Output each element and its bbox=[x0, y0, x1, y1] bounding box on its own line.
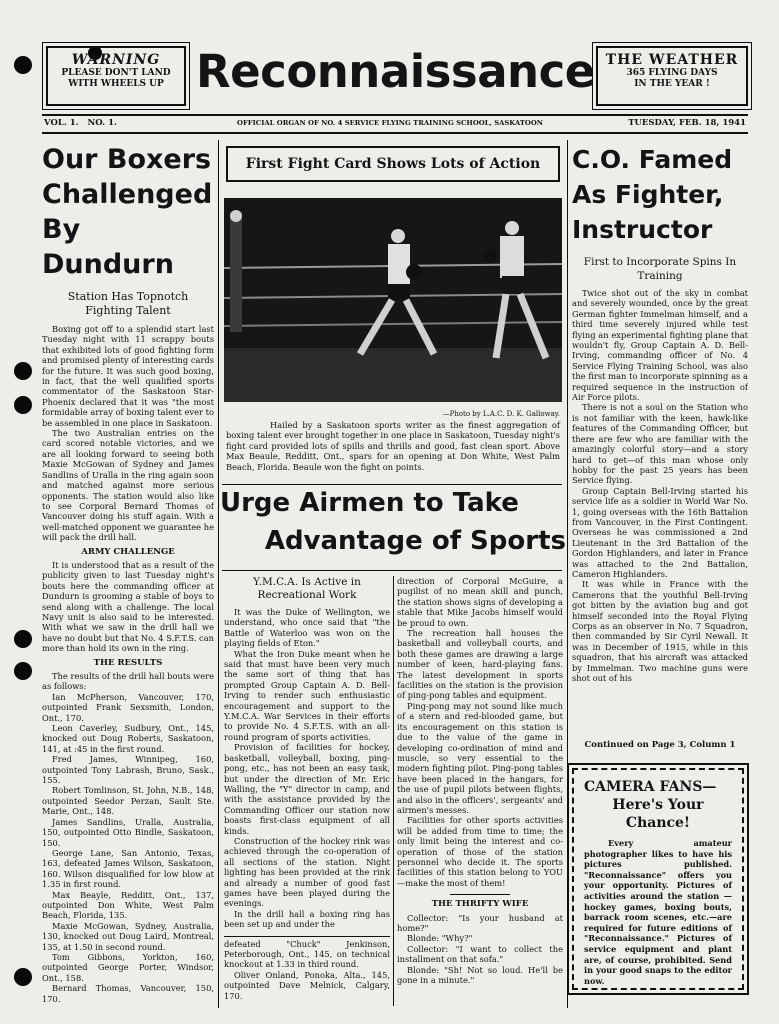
joke-line: Collector: "I want to collect the installment on that sofa." bbox=[397, 943, 563, 965]
paragraph: What the Iron Duke meant when he said that must have been very much the same sort of thing that has prompted Group Captain A. D. Bell-Irving to render such enthusiastic encouragement and support to the Y.M.C.A. War Services in their efforts to provide No. 4 S.F.T.S. with an all-round program of sports activities. bbox=[224, 648, 390, 742]
section-head: THE RESULTS bbox=[93, 657, 163, 668]
result-item: Ian McPherson, Vancouver, 170, outpointed Frank Sexsmith, London, Ont., 170. bbox=[42, 691, 214, 723]
weather-ear bbox=[596, 46, 748, 106]
result-item: Leon Caverley, Sudbury, Ont., 145, knocked out Doug Roberts, Saskatoon, 141, at :45 in the first round. bbox=[42, 723, 214, 754]
result-item: Maxie McGowan, Sydney, Australia, 130, knocked out Doug Laird, Montreal, 135, at 1.50 in second round. bbox=[42, 920, 214, 952]
official-organ-line: OFFICIAL ORGAN OF NO. 4 SERVICE FLYING TRAINING SCHOOL, SASKATOON bbox=[237, 119, 543, 127]
left-body bbox=[42, 324, 214, 1004]
camera-fans-title2: Here's Your Chance! bbox=[612, 797, 704, 831]
right-body bbox=[572, 288, 748, 683]
binder-hole bbox=[14, 968, 32, 986]
paragraph: Group Captain Bell-Irving started his service life as a soldier in World War No. 1, going overseas with the 16th Battalion from Vancouver, in the First Contingent. Overseas he was commissioned a 2nd Lieutenant in the 3rd Battalion of the Gordon Highlanders, and later in France was attached to the 2nd Battalion, Cameron Highlanders. bbox=[572, 485, 748, 579]
headline-rule bbox=[222, 484, 562, 485]
result-item: Max Beayle, Redditt, Ont., 137, outpointed Don White, West Palm Beach, Florida, 135. bbox=[42, 889, 214, 921]
left-subhead: Station Has Topnotch Fighting Talent bbox=[67, 290, 189, 317]
result-item: Fred James, Winnipeg, 160, outpointed Tony Labrash, Bruno, Sask., 155. bbox=[42, 754, 214, 786]
binder-hole bbox=[14, 56, 32, 74]
masthead-rule-top bbox=[42, 114, 748, 116]
thrifty-wife-head: THE THRIFTY WIFE bbox=[431, 899, 529, 910]
paragraph: direction of Corporal McGuire, a pugilist of no mean skill and punch, the station shows signs of developing a stable that Mike Jacobs himself would be proud to own. bbox=[397, 576, 563, 628]
divider bbox=[450, 894, 510, 895]
result-item: Tom Gibbons, Yorkton, 160, outpointed George Porter, Windsor, Ont., 158. bbox=[42, 951, 214, 983]
paragraph: Provision of facilities for hockey, basketball, volleyball, boxing, ping-pong, etc., has not been an easy task, but under the direction of Mr. Eric Walling, the "Y" director in camp, and with the assistance provided by the Commanding Officer our station now boasts first-class equipment of all kinds. bbox=[224, 742, 390, 836]
left-article bbox=[42, 142, 214, 1008]
column-rule bbox=[567, 140, 568, 1008]
paragraph: It was the Duke of Wellington, we understand, who once said that "the Battle of Waterloo was won on the playing fields of Eton." bbox=[224, 607, 390, 649]
binder-hole bbox=[14, 662, 32, 680]
center-headline-line2: Advantage of Sports bbox=[264, 526, 566, 556]
section-head: ARMY CHALLENGE bbox=[81, 546, 175, 557]
center-subhead: Y.M.C.A. Is Active in Recreational Work bbox=[253, 576, 361, 601]
camera-fans-title1: CAMERA FANS— bbox=[584, 779, 717, 795]
warning-line: WITH WHEELS UP bbox=[68, 79, 164, 89]
warning-line: PLEASE DON'T LAND bbox=[61, 68, 171, 78]
result-item: George Lane, San Antonio, Texas, 163, defeated James Wilson, Saskatoon, 160. Wilson disqualified for low blow at 1.35 in first round. bbox=[42, 847, 214, 890]
boxing-photo-image bbox=[224, 198, 562, 402]
headline-rule bbox=[222, 570, 562, 571]
center-headline-line1: Urge Airmen to Take bbox=[220, 488, 519, 518]
paragraph: In the drill hall a boxing ring has been set up and under the bbox=[224, 908, 390, 930]
result-item: Robert Tomlinson, St. John, N.B., 148, outpointed Seedor Perzan, Sault Ste. Marie, Ont., 148. bbox=[42, 785, 214, 817]
paragraph: Facilities for other sports activities will be added from time to time; the only limit being the interest and co-operation of those of the station personnel who decide it. The sports facilities of this station belong to YOU—make the most of them! bbox=[397, 815, 563, 888]
joke-line: Blonde: "Sh! Not so loud. He'll be gone in a minute." bbox=[397, 964, 563, 986]
paragraph: Oliver Onland, Ponoka, Alta., 145, outpointed Dave Melnick, Calgary, 170. bbox=[224, 969, 390, 1001]
paragraph: Construction of the hockey rink was achieved through the co-operation of all sections of the station. Night lighting has been provided at the rink and already a number of good fast games have been played during the evenings. bbox=[224, 835, 390, 909]
binder-hole bbox=[14, 630, 32, 648]
paragraph: The results of the drill hall bouts were as follows: bbox=[42, 671, 214, 692]
continued-note: Continued on Page 3, Column 1 bbox=[584, 740, 736, 750]
volume-number: VOL. 1. NO. 1. bbox=[44, 118, 117, 128]
photo-caption bbox=[226, 420, 560, 472]
warning-ear bbox=[46, 46, 186, 106]
paragraph: Twice shot out of the sky in combat and severely wounded, once by the great German fighter Immelman himself, and a third time severely injured while test flying an experimental fighting plane that wouldn't fly, Group Captain A. D. Bell-Irving, commanding officer of No. 4 Service Flying Training School, was also the first man to incorporate spinning as a required sequence in the instruction of Air Force pilots. bbox=[572, 288, 748, 403]
masthead-rule-bottom bbox=[42, 132, 748, 134]
right-subhead: First to Incorporate Spins In Training bbox=[583, 256, 737, 282]
binder-hole bbox=[14, 396, 32, 414]
photo-credit: —Photo by L.A.C. D. K. Galloway. bbox=[442, 410, 560, 418]
weather-title: THE WEATHER bbox=[605, 52, 739, 68]
center-col1 bbox=[224, 576, 390, 1008]
paragraph: The two Australian entries on the card scored notable victories, and we are all looking forward to seeing both Maxie McGowan of Sydney and James Sandlins of Uralla in the ring again soon and matched against more serious opponents. The station would also like to see Corporal Bernard Thomas of Vancouver doing his stuff again. With a well-matched opponent we guarantee he will pack the drill hall. bbox=[42, 428, 214, 543]
camera-fans-box bbox=[572, 768, 744, 990]
column-rule bbox=[218, 140, 219, 1008]
camera-fans-body bbox=[584, 838, 732, 986]
camera-fans-text: Every amateur photographer likes to have his pictures published. "Reconnaissance" offers you your opportunity. Pictures of activities around the station — hockey games, boxing bouts, barrack room scenes, etc.—are required for future editions of "Reconnaissance." Pictures of service equipment and plant are, of course, prohibited. Send in your good snaps to the editor now. bbox=[584, 838, 732, 986]
paragraph: The recreation hall houses the basketball and volleyball courts, and both these games are drawing a large number of keen, hard-playing fans. The latest development in sports facilities on the station is the provision of ping-pong tables and equipment. bbox=[397, 628, 563, 701]
joke-line: Collector: "Is your husband at home?" bbox=[397, 912, 563, 933]
center-col2 bbox=[397, 576, 563, 1008]
warning-title: WARNING bbox=[71, 52, 161, 68]
newspaper-title: Reconnaissance bbox=[196, 45, 595, 98]
center-col1-body bbox=[224, 607, 390, 1001]
right-article bbox=[572, 142, 748, 756]
binder-hole bbox=[14, 362, 32, 380]
right-headline: C.O. Famed As Fighter, Instructor bbox=[572, 145, 733, 244]
photo-header-box bbox=[226, 146, 560, 182]
caption-text: Hailed by a Saskatoon sports writer as the finest aggregation of boxing talent ever brought together in one place in Saskatoon, Tuesday night's fight card provided lots of spills and thrills and good, fast clean sport. Above Max Beaule, Redditt, Ont., spars for an opening at Don White, West Palm Beach, Florida. Beaule won the fight on points. bbox=[226, 420, 560, 472]
photo-header: First Fight Card Shows Lots of Action bbox=[245, 156, 541, 172]
left-headline: Our Boxers Challenged By Dundurn bbox=[42, 144, 213, 280]
weather-line: IN THE YEAR ! bbox=[634, 79, 710, 89]
paragraph: There is not a soul on the Station who is not familiar with the keen, hawk-like features of the Commanding Officer, but there are few who are familiar with the amazingly colorful story—and a story hard to get—of this man whose only hobby for the past 25 years has been Service flying. bbox=[572, 402, 748, 486]
paragraph: Boxing got off to a splendid start last Tuesday night with 11 scrappy bouts that exhibited lots of good fighting form and promised plenty of interesting cards for the future. It was such good boxing, in fact, that the well qualified sports commentator of the Saskatoon Star-Phoenix declared that it was "the most formidable array of boxing talent ever to be assembled in one place in Saskatoon. bbox=[42, 324, 214, 428]
boxing-photo bbox=[224, 198, 562, 402]
paragraph: defeated "Chuck" Jenkinson, Peterborough, Ont., 145, on technical knockout at 1.33 in third round. bbox=[224, 936, 390, 970]
column-rule bbox=[393, 576, 394, 1006]
paragraph: It was while in France with the Camerons that the youthful Bell-Irving got bitten by the aviation bug and got himself seconded into the Royal Flying Corps as an observer in No. 7 Squadron, then commanded by Sir Cyril Newall. It was in December of 1915, while in this squadron, that his aircraft was attacked by Immelman. Two machine guns were shot out of his bbox=[572, 579, 748, 684]
center-col2-body bbox=[397, 576, 563, 985]
weather-line: 365 FLYING DAYS bbox=[626, 68, 718, 78]
joke-line: Blonde: "Why?" bbox=[407, 933, 473, 944]
paragraph: It is understood that as a result of the publicity given to last Tuesday night's bouts here the commanding officer at Dundurn is grooming a stable of boys to send along with a challenge. The local Navy unit is also said to be interested. With what we saw in the drill hall we have no doubt but that No. 4 S.F.T.S. can more than hold its own in the ring. bbox=[42, 559, 214, 654]
issue-date: TUESDAY, FEB. 18, 1941 bbox=[628, 118, 746, 128]
result-item: Bernard Thomas, Vancouver, 150, 170. bbox=[42, 983, 214, 1004]
result-item: James Sandlins, Uralla, Australia, 150, outpointed Otto Bindle, Saskatoon, 150. bbox=[42, 816, 214, 848]
paragraph: Ping-pong may not sound like much of a stern and red-blooded game, but its encouragement on this station is due to the value of the game in developing co-ordination of mind and muscle, so very essential to the modern fighting pilot. Ping-pong tables have been placed in the hangars, for the use of pupil pilots between flights, and also in the officers', sergeants' and airmen's messes. bbox=[397, 700, 563, 815]
